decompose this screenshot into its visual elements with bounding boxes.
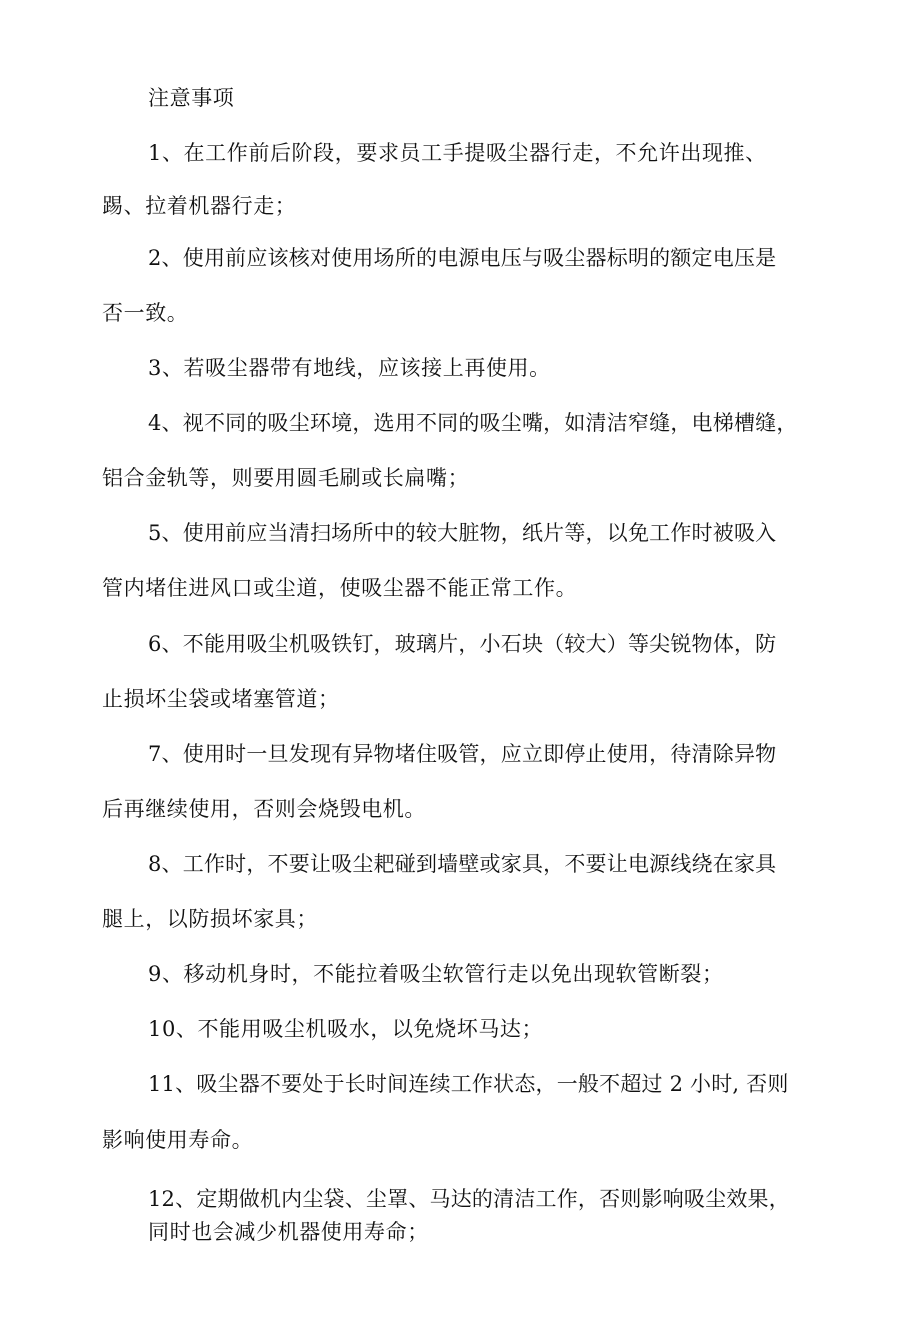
item-5-line-1: 5、使用前应当清扫场所中的较大脏物，纸片等，以免工作时被吸入 [148, 521, 777, 545]
item-2-line-2: 否一致。 [102, 301, 189, 325]
item-4-line-2: 铝合金轨等，则要用圆毛刷或长扁嘴； [102, 466, 470, 490]
item-5-line-2: 管内堵住进风口或尘道，使吸尘器不能正常工作。 [102, 576, 578, 600]
item-8-line-1: 8、工作时，不要让吸尘耙碰到墙壁或家具，不要让电源线绕在家具 [148, 852, 777, 876]
item-6-line-2: 止损坏尘袋或堵塞管道； [102, 687, 340, 711]
item-4-line-1: 4、视不同的吸尘环境，选用不同的吸尘嘴，如清洁窄缝，电梯槽缝， [148, 411, 798, 435]
item-6-line-1: 6、不能用吸尘机吸铁钉，玻璃片，小石块（较大）等尖锐物体，防 [148, 632, 777, 656]
document-title: 注意事项 [148, 86, 235, 110]
item-1-line-2: 踢、拉着机器行走； [102, 194, 297, 218]
item-10-line-1: 10、不能用吸尘机吸水，以免烧坏马达； [148, 1017, 544, 1041]
item-11-line-2: 影响使用寿命。 [102, 1128, 254, 1152]
item-7-line-2: 后再继续使用，否则会烧毁电机。 [102, 797, 426, 821]
item-3-line-1: 3、若吸尘器带有地线，应该接上再使用。 [148, 356, 551, 380]
item-1-line-1: 1、在工作前后阶段，要求员工手提吸尘器行走，不允许出现推、 [148, 141, 767, 165]
item-9-line-1: 9、移动机身时，不能拉着吸尘软管行走以免出现软管断裂； [148, 962, 724, 986]
item-12-line-1: 12、定期做机内尘袋、尘罩、马达的清洁工作，否则影响吸尘效果， [148, 1187, 790, 1211]
item-11-line-1: 11、吸尘器不要处于长时间连续工作状态，一般不超过 2 小时, 否则 [148, 1072, 789, 1096]
item-2-line-1: 2、使用前应该核对使用场所的电源电压与吸尘器标明的额定电压是 [148, 246, 777, 270]
item-7-line-1: 7、使用时一旦发现有异物堵住吸管，应立即停止使用，待清除异物 [148, 742, 777, 766]
item-8-line-2: 腿上，以防损坏家具； [102, 907, 318, 931]
item-12-line-2: 同时也会减少机器使用寿命； [148, 1220, 429, 1244]
